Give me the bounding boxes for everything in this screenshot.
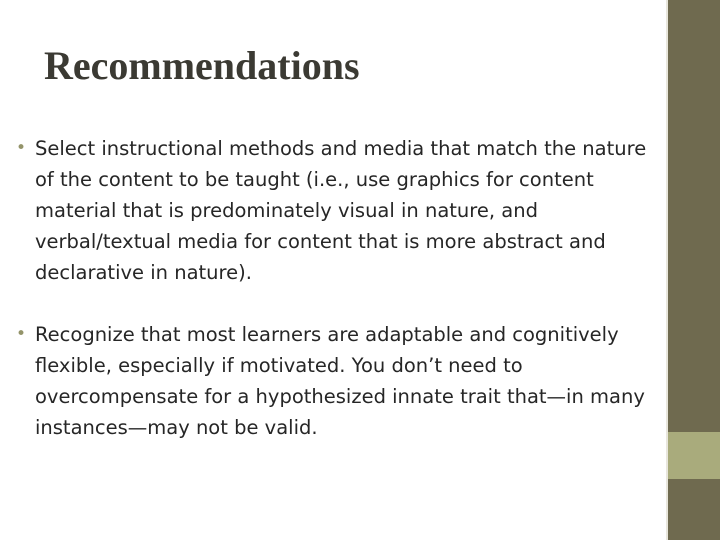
slide-title: Recommendations: [44, 43, 360, 88]
side-decoration-accent: [666, 432, 720, 479]
bullet-item: [16, 133, 662, 288]
bullet-text: • Recognize that most learners are adaptable and cognitively flexible, especially if motivated. You don’t need to overcompensate for a hypothesized innate trait that—in many instances—may not be valid.: [35, 323, 645, 439]
bullet-text: • Select instructional methods and media that match the nature of the content to be taught (i.e., use graphics for content material that is predominately visual in nature, and verbal/textual media for content that is more abstract and declarative in nature).: [35, 137, 647, 284]
bullet-item: [16, 319, 662, 443]
bullet-list: [16, 133, 662, 474]
